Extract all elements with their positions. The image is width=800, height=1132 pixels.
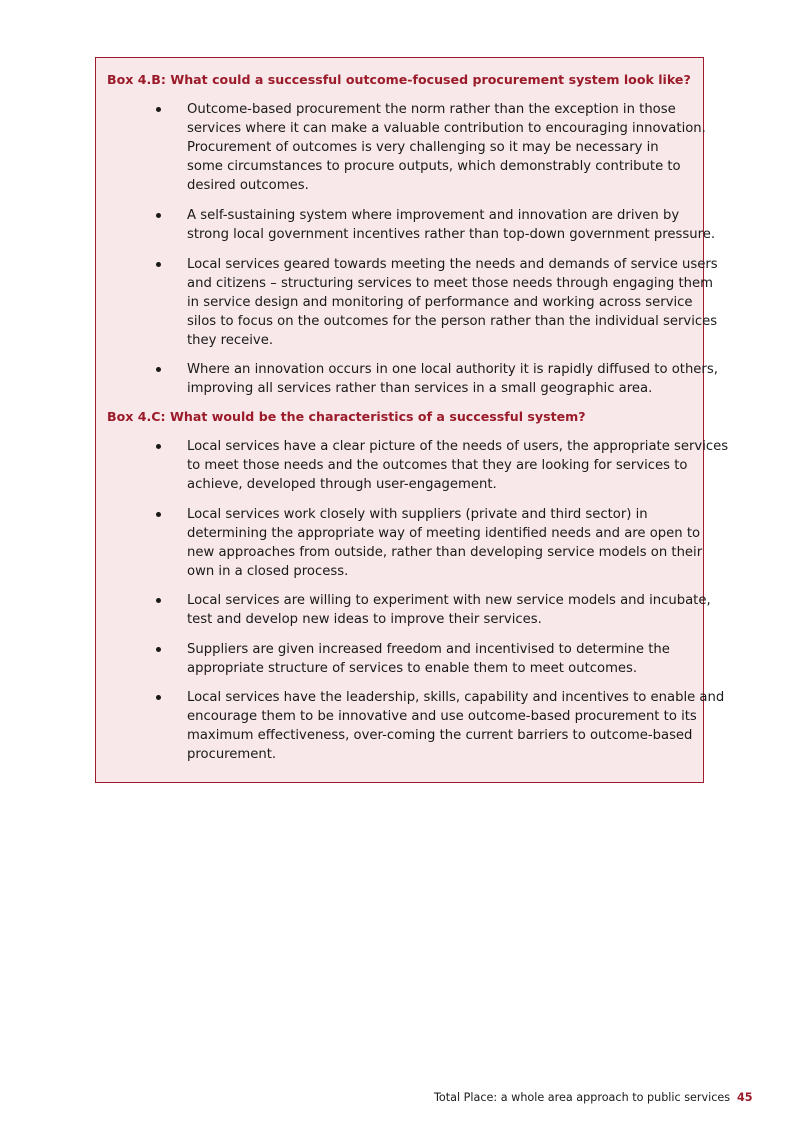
box-4c-bullet-5 [187,688,725,764]
bullet-line: services where it can make a valuable contribution to encouraging innovation. [187,121,706,136]
bullet-icon [156,647,161,652]
box-4c-bullet-2 [187,505,703,581]
bullet-line: maximum effectiveness, over-coming the current barriers to outcome-based [187,728,693,743]
bullet-line: they receive. [187,333,274,348]
bullet-icon [156,444,161,449]
bullet-line: Outcome-based procurement the norm rather than the exception in those [187,102,676,117]
box-4c-bullet-1 [187,437,729,494]
bullet-line: Where an innovation occurs in one local authority it is rapidly diffused to others, [187,362,718,377]
bullet-icon [156,107,161,112]
box-4b-bullet-3 [187,255,718,350]
bullet-line: improving all services rather than services in a small geographic area. [187,381,653,396]
bullet-line: procurement. [187,747,277,762]
box-4b-bullet-4 [187,360,718,398]
bullet-line: Local services are willing to experiment with new service models and incubate, [187,593,711,608]
bullet-line: Local services have the leadership, skills, capability and incentives to enable and [187,690,725,705]
bullet-line: to meet those needs and the outcomes that they are looking for services to [187,458,688,473]
bullet-icon [156,262,161,267]
page-number: 45 [737,1091,753,1104]
bullet-line: new approaches from outside, rather than developing service models on their [187,545,703,560]
bullet-line: appropriate structure of services to enable them to meet outcomes. [187,661,638,676]
bullet-line: Procurement of outcomes is very challenging so it may be necessary in [187,140,659,155]
bullet-line: A self-sustaining system where improvement and innovation are driven by [187,208,680,223]
bullet-line: Suppliers are given increased freedom and incentivised to determine the [187,642,670,657]
bullet-line: Local services have a clear picture of the needs of users, the appropriate services [187,439,729,454]
box-4c-bullet-3 [187,591,711,629]
bullet-line: determining the appropriate way of meeting identified needs and are open to [187,526,701,541]
footer-title: Total Place: a whole area approach to public services [434,1091,731,1104]
page-footer [0,1090,800,1106]
bullet-line: test and develop new ideas to improve their services. [187,612,542,627]
text-box [95,57,729,783]
box-4c-heading: Box 4.C: What would be the characteristics of a successful system? [107,409,586,424]
bullet-icon [156,512,161,517]
box-4c-bullet-4 [187,640,697,678]
bullet-icon [156,367,161,372]
bullet-line: Local services work closely with suppliers (private and third sector) in [187,507,648,522]
bullet-line: strong local government incentives rather than top-down government pressure. [187,227,716,242]
box-4b-bullet-1 [187,100,706,195]
bullet-line: desired outcomes. [187,178,309,193]
bullet-line: Local services geared towards meeting the needs and demands of service users [187,257,718,272]
bullet-line: silos to focus on the outcomes for the person rather than the individual services [187,314,718,329]
box-4b-bullet-2 [187,206,716,244]
bullet-icon [156,213,161,218]
bullet-line: and citizens – structuring services to meet those needs through engaging them [187,276,713,291]
bullet-line: some circumstances to procure outputs, which demonstrably contribute to [187,159,681,174]
bullet-line: achieve, developed through user-engagement. [187,477,497,492]
bullet-icon [156,695,161,700]
bullet-line: in service design and monitoring of performance and working across service [187,295,693,310]
bullet-line: own in a closed process. [187,564,349,579]
bullet-icon [156,598,161,603]
bullet-line: encourage them to be innovative and use outcome-based procurement to its [187,709,697,724]
box-4b-heading: Box 4.B: What could a successful outcome-focused procurement system look like? [107,72,691,87]
